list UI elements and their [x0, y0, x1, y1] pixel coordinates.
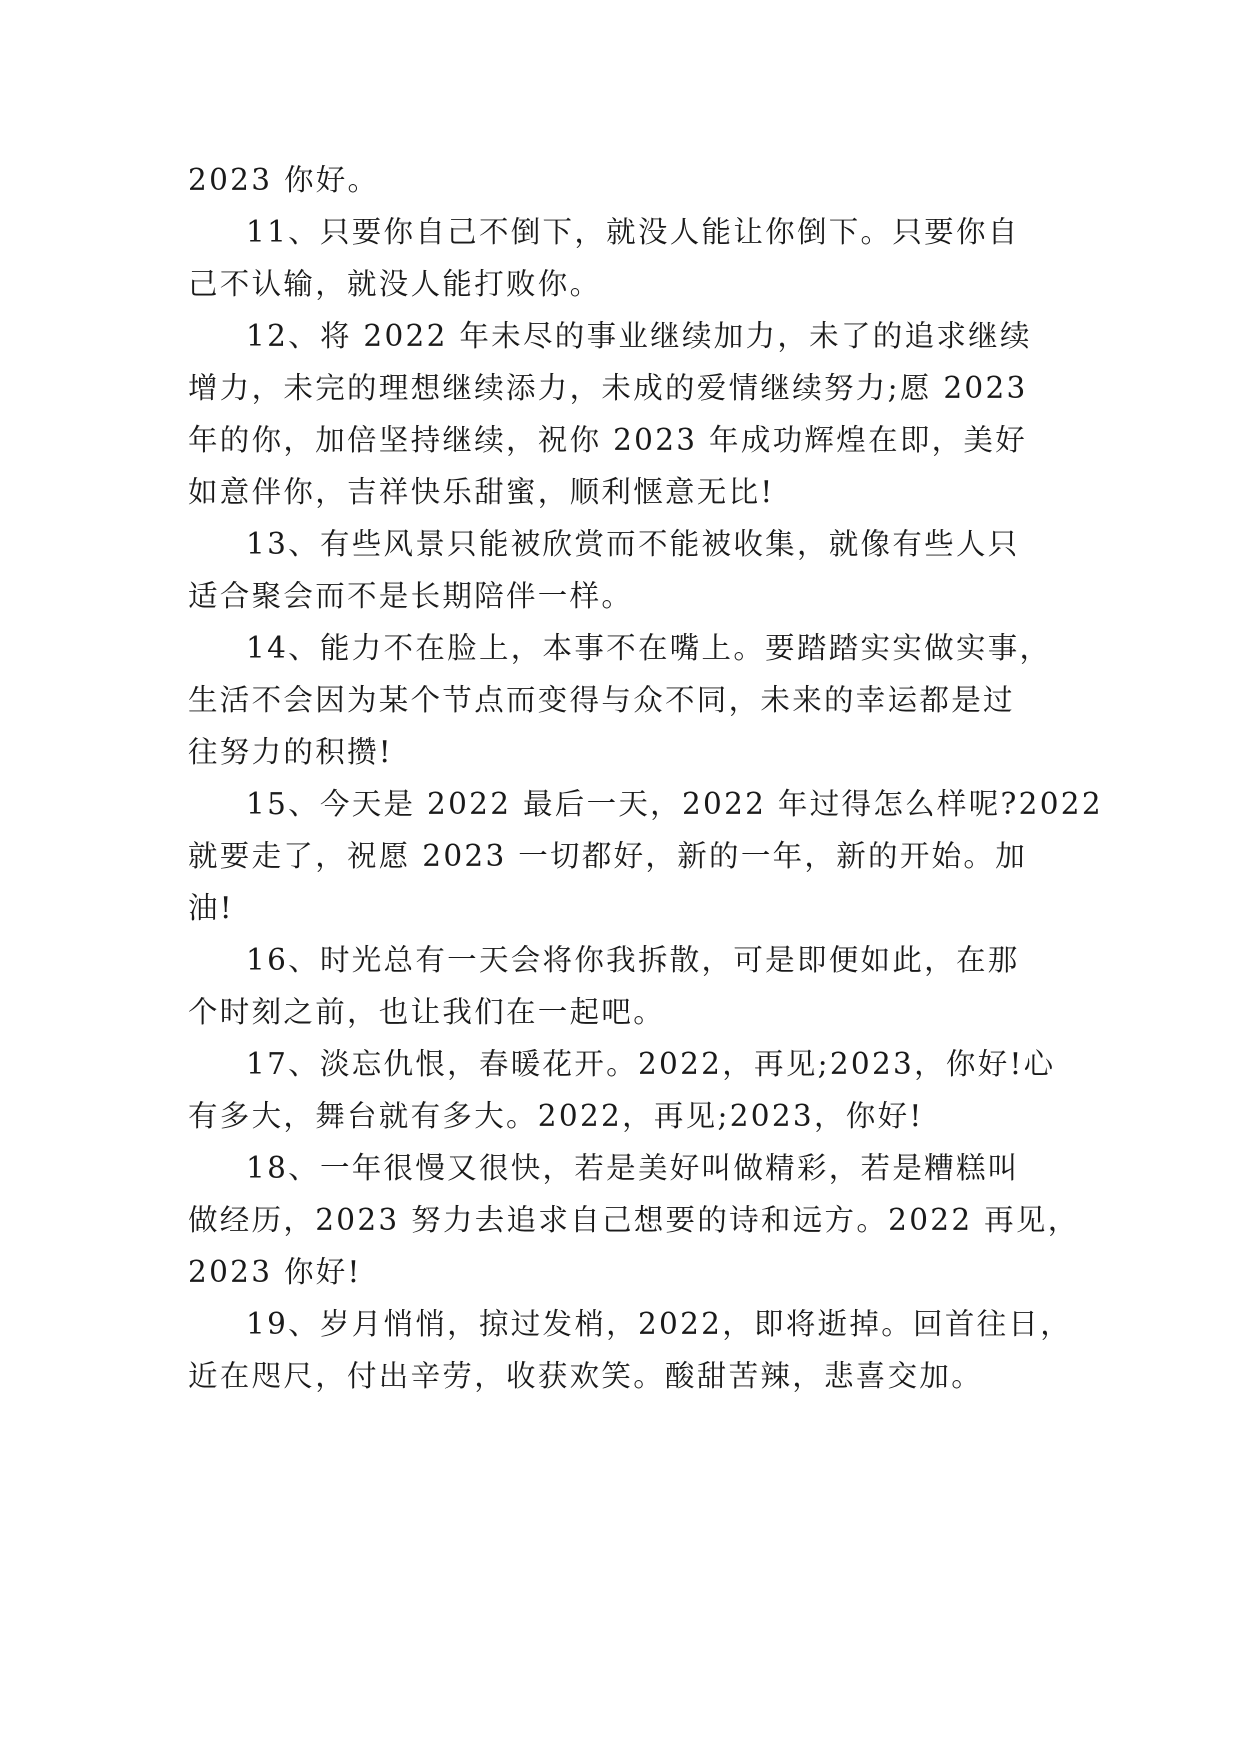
text-line: 2023 你好。 [188, 163, 380, 197]
text-line: 生活不会因为某个节点而变得与众不同，未来的幸运都是过 [188, 683, 1015, 717]
text-line: 年的你，加倍坚持继续，祝你 2023 年成功辉煌在即，美好 [188, 423, 1028, 457]
text-line: 增力，未完的理想继续添力，未成的爱情继续努力;愿 2023 [188, 371, 1028, 405]
text-line: 己不认输，就没人能打败你。 [188, 267, 602, 301]
text-line: 适合聚会而不是长期陪伴一样。 [188, 579, 634, 613]
text-line: 就要走了，祝愿 2023 一切都好，新的一年，新的开始。加 [188, 839, 1028, 873]
text-line: 近在咫尺，付出辛劳，收获欢笑。酸甜苦辣，悲喜交加。 [188, 1359, 984, 1393]
text-line: 如意伴你，吉祥快乐甜蜜，顺利惬意无比! [188, 475, 775, 509]
text-line: 2023 你好! [188, 1255, 362, 1289]
text-line: 有多大，舞台就有多大。2022，再见;2023，你好! [188, 1099, 924, 1133]
text-line: 个时刻之前，也让我们在一起吧。 [188, 995, 666, 1029]
paragraph-11-line: 11、只要你自己不倒下，就没人能让你倒下。只要你自 [246, 215, 1020, 249]
text-line: 油! [188, 891, 234, 925]
paragraph-19-line: 19、岁月悄悄，掠过发梢，2022，即将逝掉。回首往日， [246, 1307, 1073, 1341]
text-line: 往努力的积攒! [188, 735, 393, 769]
paragraph-16-line: 16、时光总有一天会将你我拆散，可是即便如此，在那 [246, 943, 1020, 977]
text-line: 做经历，2023 努力去追求自己想要的诗和远方。2022 再见， [188, 1203, 1080, 1237]
paragraph-14-line: 14、能力不在脸上，本事不在嘴上。要踏踏实实做实事， [246, 631, 1052, 665]
paragraph-15-line: 15、今天是 2022 最后一天，2022 年过得怎么样呢?2022 [246, 787, 1103, 821]
paragraph-12-line: 12、将 2022 年未尽的事业继续加力，未了的追求继续 [246, 319, 1032, 353]
paragraph-13-line: 13、有些风景只能被欣赏而不能被收集，就像有些人只 [246, 527, 1020, 561]
paragraph-18-line: 18、一年很慢又很快，若是美好叫做精彩，若是糟糕叫 [246, 1151, 1020, 1185]
paragraph-17-line: 17、淡忘仇恨，春暖花开。2022，再见;2023，你好!心 [246, 1047, 1056, 1081]
